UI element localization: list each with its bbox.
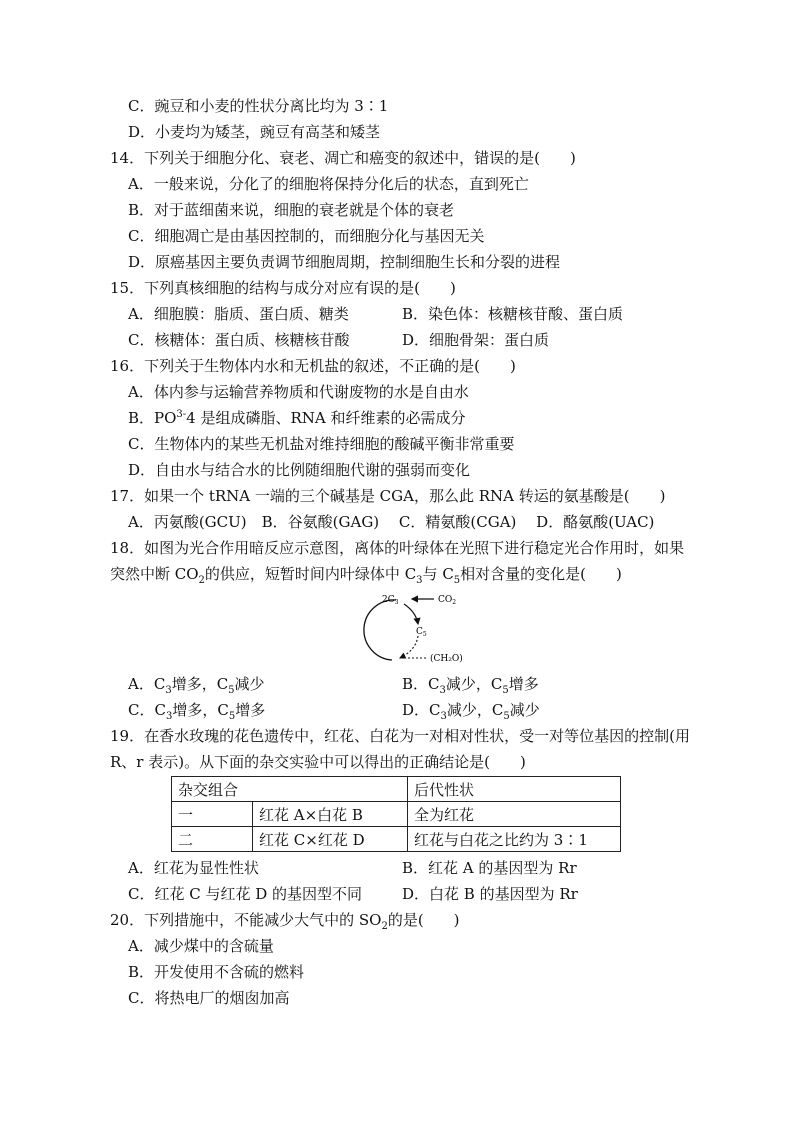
q19-option-c: C．红花 C 与红花 D 的基因型不同 <box>128 885 363 903</box>
q18-sub-3: 3 <box>416 575 423 586</box>
q18-b-3: 增多 <box>508 675 539 693</box>
table-row <box>172 827 621 852</box>
q18-option-b <box>402 674 539 694</box>
q18-c-sub5: 5 <box>228 711 236 722</box>
q20-option-b: B．开发使用不含硫的燃料 <box>128 963 305 981</box>
q20-stem <box>110 910 460 930</box>
table-cell: 二 <box>172 827 253 852</box>
q13-option-d: D．小麦均为矮茎，豌豆有高茎和矮茎 <box>128 123 381 141</box>
q18-b-sub3: 3 <box>439 685 446 696</box>
label-ch2o: (CH₂O) <box>430 654 463 664</box>
q20-option-a: A．减少煤中的含硫量 <box>128 937 274 955</box>
q18-stem-line2 <box>110 564 622 584</box>
q18-stem-a: 突然中断 CO <box>110 565 199 583</box>
q14-option-b: B．对于蓝细菌来说，细胞的衰老就是个体的衰老 <box>128 201 455 219</box>
q16-stem: 16．下列关于生物体内水和无机盐的叙述，不正确的是( ) <box>110 357 516 375</box>
q20-stem-a: 20．下列措施中，不能减少大气中的 SO <box>110 911 382 929</box>
q18-a-sub3: 3 <box>165 685 172 696</box>
q14-stem: 14．下列关于细胞分化、衰老、凋亡和癌变的叙述中，错误的是( ) <box>110 149 576 167</box>
q18-b-1: B．C <box>402 675 440 693</box>
q15-option-c: C．核糖体：蛋白质、核糖核苷酸 <box>128 331 350 349</box>
q16-option-a: A．体内参与运输营养物质和代谢废物的水是自由水 <box>128 383 469 401</box>
q18-a-sub5: 5 <box>228 685 235 696</box>
table-cell: 全为红花 <box>408 802 621 827</box>
q18-c-sub3: 3 <box>165 711 173 722</box>
q14-option-a: A．一般来说，分化了的细胞将保持分化后的状态，直到死亡 <box>128 175 529 193</box>
q14-option-d: D．原癌基因主要负责调节细胞周期，控制细胞生长和分裂的进程 <box>128 253 561 271</box>
q16-option-b-post: 4 是组成磷脂、RNA 和纤维素的必需成分 <box>186 409 466 427</box>
table-cell: 红花 C×红花 D <box>253 827 408 852</box>
q17-options: A．丙氨酸(GCU) B．谷氨酸(GAG) C．精氨酸(CGA) D．酪氨酸(UAC) <box>128 513 655 531</box>
q18-c-2: 增多，C <box>172 701 229 719</box>
q18-a-1: A．C <box>128 675 166 693</box>
q18-d-sub3: 3 <box>440 711 447 722</box>
q15-option-b: B．染色体：核糖核苷酸、蛋白质 <box>402 305 624 323</box>
c5-to-ch2o-arrow <box>400 636 418 658</box>
q18-option-a <box>128 674 265 694</box>
q18-b-sub5: 5 <box>502 685 509 696</box>
q18-c-1: C．C <box>128 701 166 719</box>
q18-d-1: D．C <box>402 701 441 719</box>
q19-option-d: D．白花 B 的基因型为 Rr <box>402 885 578 903</box>
q16-option-b-pre: B．PO <box>128 409 177 427</box>
label-c5: $C_5$ <box>416 627 427 638</box>
q18-a-2: 增多，C <box>171 675 229 693</box>
q17-stem: 17．如果一个 tRNA 一端的三个碱基是 CGA，那么此 RNA 转运的氨基酸是( ) <box>110 487 666 505</box>
table-header-row <box>172 777 621 802</box>
q14-option-c: C．细胞凋亡是由基因控制的，而细胞分化与基因无关 <box>128 227 485 245</box>
q16-option-d: D．自由水与结合水的比例随细胞代谢的强弱而变化 <box>128 461 471 479</box>
label-co2: $CO_2$ <box>438 595 457 606</box>
q19-option-a: A．红花为显性性状 <box>128 859 259 877</box>
table-row <box>172 802 621 827</box>
table-cell: 红花与白花之比约为 3∶1 <box>408 827 621 852</box>
q16-option-b-sup: 3- <box>176 409 187 420</box>
cross-experiment-table <box>171 776 621 852</box>
q18-d-2: 减少，C <box>446 701 504 719</box>
q18-stem-line1: 18．如图为光合作用暗反应示意图，离体的叶绿体在光照下进行稳定光合作用时，如果 <box>110 539 685 557</box>
q16-option-c: C．生物体内的某些无机盐对维持细胞的酸碱平衡非常重要 <box>128 435 515 453</box>
table-cell: 红花 A×白花 B <box>253 802 408 827</box>
c3-to-c5-arrow <box>404 604 418 624</box>
q18-c-3: 增多 <box>235 701 266 719</box>
q13-option-c: C．豌豆和小麦的性状分离比均为 3∶1 <box>128 97 389 115</box>
q19-stem-line1: 19．在香水玫瑰的花色遗传中，红花、白花为一对相对性状，受一对等位基因的控制(用 <box>110 727 690 745</box>
q18-option-d <box>402 700 540 720</box>
cycle-arc <box>364 600 396 660</box>
q18-option-c <box>128 700 265 720</box>
q18-a-3: 减少 <box>234 675 265 693</box>
q19-stem-line2: R、r 表示)。从下面的杂交实验中可以得出的正确结论是( ) <box>110 753 526 771</box>
q16-option-b <box>128 408 466 428</box>
label-2c3: $2C_3$ <box>382 595 399 606</box>
q15-option-d: D．细胞骨架：蛋白质 <box>402 331 550 349</box>
q18-b-2: 减少，C <box>445 675 503 693</box>
q18-d-3: 减少 <box>509 701 540 719</box>
q20-sub-2: 2 <box>381 921 388 932</box>
q20-option-c: C．将热电厂的烟囱加高 <box>128 989 290 1007</box>
q20-stem-b: 的是( ) <box>387 911 460 929</box>
table-cell: 一 <box>172 802 253 827</box>
dark-reaction-diagram <box>352 588 472 668</box>
q18-stem-c: 与 C <box>422 565 454 583</box>
q18-d-sub5: 5 <box>503 711 510 722</box>
q18-sub-5: 5 <box>453 575 461 586</box>
q15-option-a: A．细胞膜：脂质、蛋白质、糖类 <box>128 305 349 323</box>
table-header-cross: 杂交组合 <box>172 777 408 802</box>
q18-stem-b: 的供应，短暂时间内叶绿体中 C <box>204 565 417 583</box>
q19-option-b: B．红花 A 的基因型为 Rr <box>402 859 577 877</box>
q15-stem: 15．下列真核细胞的结构与成分对应有误的是( ) <box>110 279 456 297</box>
table-header-offspring: 后代性状 <box>408 777 621 802</box>
q18-stem-d: 相对含量的变化是( ) <box>460 565 622 583</box>
q18-sub-2: 2 <box>198 575 205 586</box>
